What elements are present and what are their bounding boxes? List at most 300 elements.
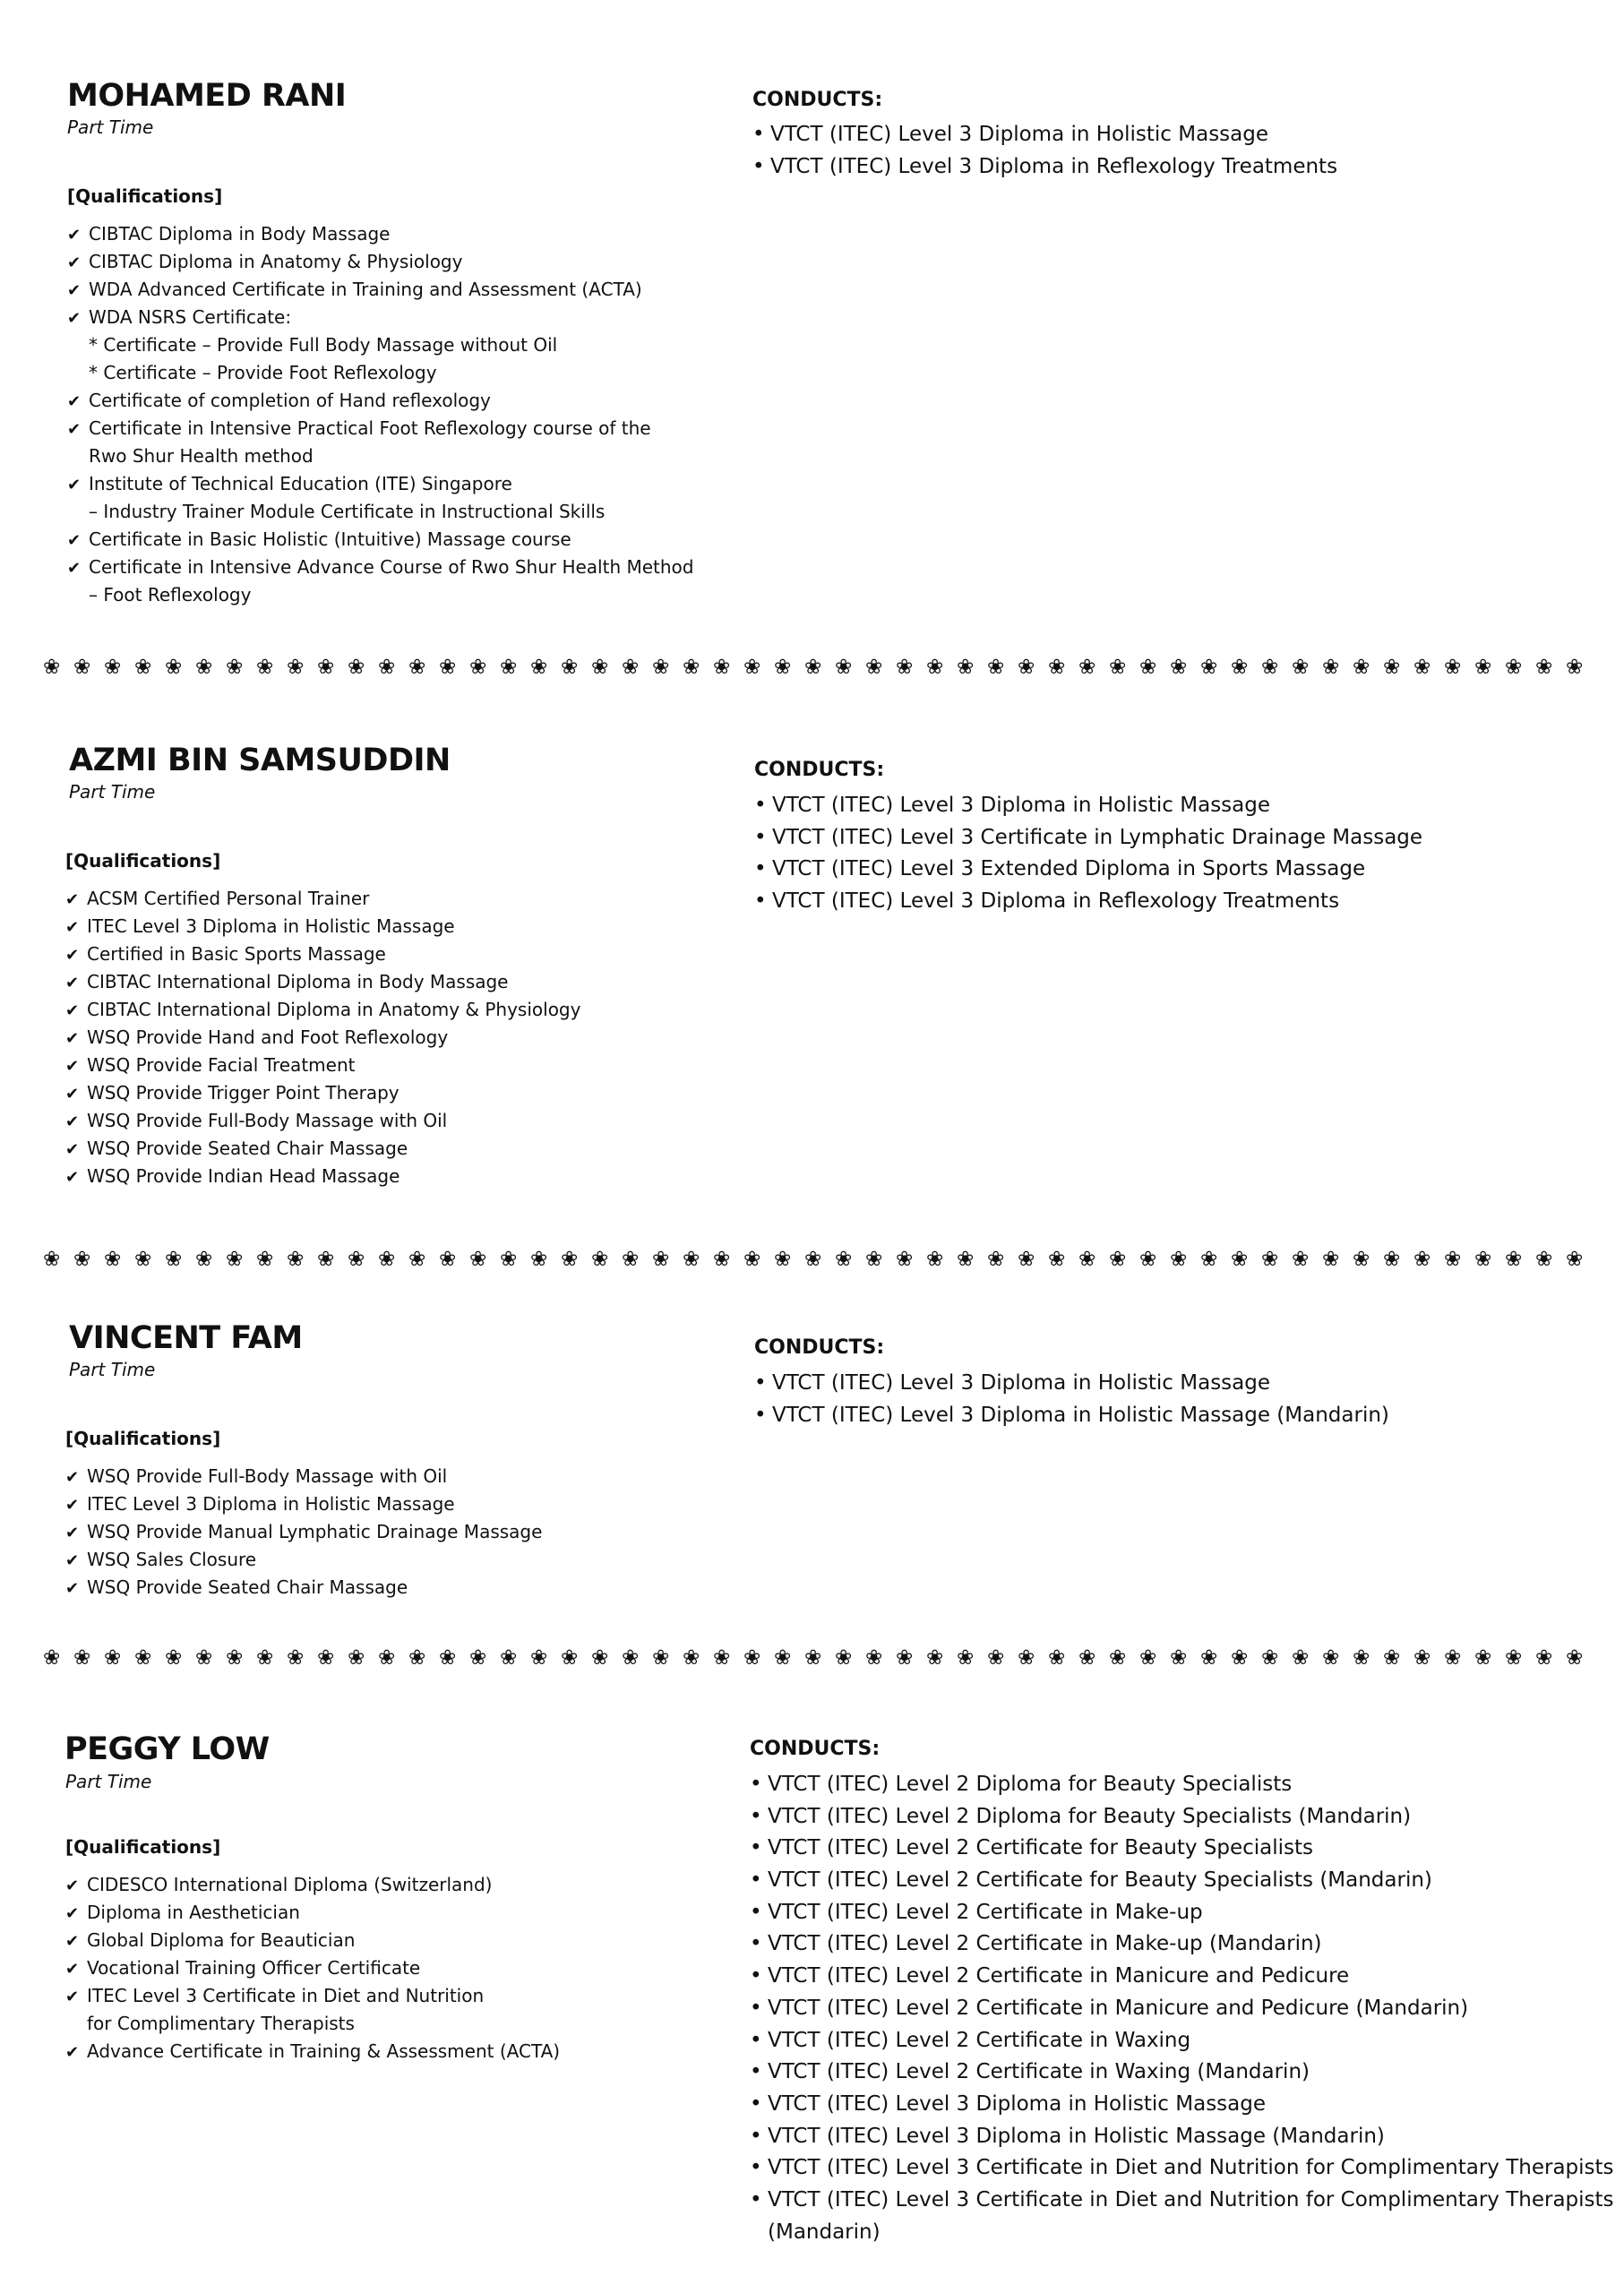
flower-icon: ❀: [804, 1248, 822, 1271]
item-text: VTCT (ITEC) Level 2 Certificate in Waxing: [768, 2028, 1191, 2052]
qualification-item: [65, 1135, 728, 1163]
flower-icon: ❀: [226, 1646, 244, 1670]
item-text: VTCT (ITEC) Level 3 Diploma in Holistic Massage: [772, 794, 1270, 817]
item-text: CIBTAC International Diploma in Body Massage: [87, 971, 509, 992]
flower-icon: ❀: [1109, 1646, 1127, 1670]
item-text: Diploma in Aesthetician: [87, 1902, 300, 1923]
conduct-item: [750, 2089, 1610, 2121]
flower-icon: ❀: [865, 1646, 883, 1670]
flower-icon: ❀: [1444, 656, 1462, 679]
flower-icon: ❀: [1505, 1248, 1523, 1271]
conduct-item: [754, 886, 1614, 918]
flower-icon: ❀: [195, 1248, 213, 1271]
flower-icon: ❀: [1322, 1646, 1340, 1670]
flower-icon: ❀: [743, 656, 761, 679]
flower-icon: ❀: [469, 1646, 487, 1670]
flower-icon: ❀: [1109, 656, 1127, 679]
qualification-item: [67, 415, 730, 442]
item-text: VTCT (ITEC) Level 3 Diploma in Holistic Massage (Mandarin): [768, 2124, 1385, 2148]
flower-icon: ❀: [591, 1248, 609, 1271]
qualification-item: [65, 913, 728, 940]
checkmark-icon: ✔: [65, 1085, 80, 1104]
flower-icon: ❀: [1535, 656, 1553, 679]
bullet-icon: •: [754, 1371, 767, 1395]
checkmark-icon: ✔: [67, 253, 82, 272]
flower-icon: ❀: [1566, 656, 1584, 679]
qualifications-list: [65, 1871, 728, 2065]
bullet-icon: •: [750, 2060, 762, 2084]
flower-icon: ❀: [743, 1646, 761, 1670]
qualification-item: [65, 1052, 728, 1079]
conduct-item: [750, 1993, 1610, 2025]
trainer-name: AZMI BIN SAMSUDDIN: [69, 743, 451, 778]
checkmark-icon: ✔: [65, 890, 80, 909]
bullet-icon: •: [752, 123, 765, 146]
flower-icon: ❀: [1474, 1248, 1492, 1271]
checkmark-icon: ✔: [65, 1932, 80, 1951]
conduct-item: [750, 1961, 1610, 1993]
item-text: CIBTAC Diploma in Body Massage: [89, 223, 391, 245]
flower-icon: ❀: [408, 656, 426, 679]
flower-icon: ❀: [774, 1646, 792, 1670]
conducts-list: [752, 119, 1612, 183]
bullet-icon: •: [750, 2028, 762, 2052]
checkmark-icon: ✔: [67, 281, 82, 300]
flower-icon: ❀: [743, 1248, 761, 1271]
flower-icon: ❀: [1292, 1248, 1310, 1271]
item-text: Rwo Shur Health method: [89, 445, 314, 467]
item-text: VTCT (ITEC) Level 2 Certificate in Make-up: [768, 1900, 1203, 1924]
flower-icon: ❀: [1444, 1646, 1462, 1670]
item-text: VTCT (ITEC) Level 2 Certificate for Beauty Specialists (Mandarin): [768, 1868, 1432, 1893]
item-text: WSQ Provide Hand and Foot Reflexology: [87, 1026, 449, 1048]
checkmark-icon: ✔: [65, 1057, 80, 1076]
flower-icon: ❀: [804, 1646, 822, 1670]
bullet-icon: •: [754, 825, 767, 849]
flower-icon: ❀: [1413, 1248, 1431, 1271]
qualification-item: [65, 2038, 728, 2065]
bullet-icon: •: [750, 1996, 762, 2020]
flower-icon: ❀: [652, 1248, 670, 1271]
item-text: WSQ Sales Closure: [87, 1549, 257, 1570]
qualifications-heading: [Qualifications]: [65, 1836, 221, 1858]
flower-icon: ❀: [1109, 1248, 1127, 1271]
qualification-item: [67, 554, 730, 581]
flower-icon: ❀: [287, 1248, 305, 1271]
qualification-item-continuation: [67, 442, 730, 470]
qualification-item: [65, 1927, 728, 1954]
flower-icon: ❀: [469, 656, 487, 679]
checkmark-icon: ✔: [65, 974, 80, 992]
conducts-heading: CONDUCTS:: [750, 1738, 881, 1760]
item-text: ITEC Level 3 Certificate in Diet and Nutrition: [87, 1985, 485, 2006]
flower-icon: ❀: [591, 1646, 609, 1670]
checkmark-icon: ✔: [65, 946, 80, 965]
flower-icon: ❀: [1200, 1646, 1218, 1670]
item-text: CIDESCO International Diploma (Switzerland): [87, 1874, 493, 1895]
checkmark-icon: ✔: [65, 1876, 80, 1895]
flower-icon: ❀: [287, 656, 305, 679]
flower-icon: ❀: [439, 1248, 457, 1271]
bullet-icon: •: [750, 1804, 762, 1828]
qualification-item: [67, 387, 730, 415]
flower-icon: ❀: [226, 1248, 244, 1271]
flower-icon: ❀: [1139, 656, 1157, 679]
flower-icon: ❀: [1505, 656, 1523, 679]
flower-icon: ❀: [835, 1248, 853, 1271]
flower-icon: ❀: [1200, 1248, 1218, 1271]
flower-icon: ❀: [1078, 656, 1096, 679]
qualification-item: [65, 885, 728, 913]
checkmark-icon: ✔: [67, 531, 82, 550]
item-text: CIBTAC Diploma in Anatomy & Physiology: [89, 251, 463, 272]
checkmark-icon: ✔: [65, 2043, 80, 2062]
item-text: (Mandarin): [768, 2220, 881, 2244]
qualification-item: [65, 1574, 728, 1602]
qualification-item: [67, 470, 730, 498]
item-text: WSQ Provide Seated Chair Massage: [87, 1576, 408, 1598]
flower-icon: ❀: [1170, 656, 1188, 679]
item-text: Institute of Technical Education (ITE) Singapore: [89, 473, 512, 494]
conduct-item: [750, 2121, 1610, 2153]
flower-icon: ❀: [1170, 1248, 1188, 1271]
flower-icon: ❀: [865, 1248, 883, 1271]
flower-icon: ❀: [195, 1646, 213, 1670]
flower-icon: ❀: [1018, 656, 1035, 679]
flower-icon: ❀: [104, 656, 122, 679]
item-text: VTCT (ITEC) Level 3 Diploma in Reflexology Treatments: [770, 154, 1338, 178]
conducts-heading: CONDUCTS:: [752, 89, 883, 111]
item-text: VTCT (ITEC) Level 3 Certificate in Diet and Nutrition for Complimentary Therapists: [768, 2156, 1614, 2180]
qualification-item: [65, 1079, 728, 1107]
flower-icon: ❀: [561, 1248, 579, 1271]
conducts-list: [754, 1368, 1614, 1431]
flower-icon: ❀: [134, 1646, 152, 1670]
flower-icon: ❀: [73, 1646, 91, 1670]
item-text: WSQ Provide Facial Treatment: [87, 1054, 356, 1076]
flower-icon: ❀: [926, 1646, 944, 1670]
qualification-item-continuation: [67, 359, 730, 387]
bullet-icon: •: [754, 857, 767, 881]
flower-icon: ❀: [957, 1248, 975, 1271]
bullet-icon: •: [750, 1773, 762, 1796]
flower-icon: ❀: [1292, 1646, 1310, 1670]
trainer-name: VINCENT FAM: [69, 1320, 303, 1356]
checkmark-icon: ✔: [65, 918, 80, 937]
conducts-list: [754, 790, 1614, 918]
flower-icon: ❀: [561, 1646, 579, 1670]
conduct-item: [750, 1769, 1610, 1801]
flower-icon: ❀: [317, 1248, 335, 1271]
qualification-item-continuation: [67, 498, 730, 526]
flower-icon: ❀: [683, 1248, 700, 1271]
qualification-item-continuation: [65, 2010, 728, 2038]
bullet-icon: •: [750, 2156, 762, 2180]
flower-icon: ❀: [1413, 1646, 1431, 1670]
item-text: WSQ Provide Trigger Point Therapy: [87, 1082, 400, 1104]
qualifications-heading: [Qualifications]: [65, 850, 221, 872]
item-text: ACSM Certified Personal Trainer: [87, 888, 370, 909]
flower-icon: ❀: [408, 1646, 426, 1670]
qualification-item: [65, 1871, 728, 1899]
flower-icon: ❀: [317, 1646, 335, 1670]
item-text: VTCT (ITEC) Level 2 Certificate in Manicure and Pedicure: [768, 1964, 1350, 1988]
flower-icon: ❀: [835, 1646, 853, 1670]
checkmark-icon: ✔: [67, 226, 82, 245]
flower-icon: ❀: [165, 656, 183, 679]
qualifications-list: [67, 220, 730, 609]
checkmark-icon: ✔: [67, 559, 82, 578]
item-text: Global Diploma for Beautician: [87, 1929, 356, 1951]
item-text: VTCT (ITEC) Level 3 Diploma in Holistic Massage: [768, 2091, 1266, 2116]
item-text: CIBTAC International Diploma in Anatomy & Physiology: [87, 999, 581, 1020]
qualifications-list: [65, 885, 728, 1190]
item-text: VTCT (ITEC) Level 2 Diploma for Beauty Specialists: [768, 1773, 1293, 1796]
bullet-icon: •: [754, 1403, 767, 1427]
flower-icon: ❀: [1383, 1646, 1401, 1670]
flower-icon: ❀: [43, 1248, 61, 1271]
item-text: ITEC Level 3 Diploma in Holistic Massage: [87, 1493, 455, 1515]
conduct-item: [752, 119, 1612, 151]
checkmark-icon: ✔: [65, 1551, 80, 1570]
qualification-item: [65, 1490, 728, 1518]
item-text: Vocational Training Officer Certificate: [87, 1957, 421, 1979]
flower-icon: ❀: [1078, 1248, 1096, 1271]
flower-icon: ❀: [1383, 656, 1401, 679]
flower-icon: ❀: [439, 1646, 457, 1670]
flower-icon: ❀: [1231, 656, 1249, 679]
bullet-icon: •: [754, 889, 767, 914]
flower-icon: ❀: [1292, 656, 1310, 679]
qualification-item: [65, 1107, 728, 1135]
trainer-role: Part Time: [69, 1359, 156, 1380]
bullet-icon: •: [750, 2091, 762, 2116]
item-text: WSQ Provide Indian Head Massage: [87, 1165, 400, 1187]
bullet-icon: •: [752, 154, 765, 178]
flower-icon: ❀: [1383, 1248, 1401, 1271]
flower-icon: ❀: [104, 1248, 122, 1271]
flower-icon: ❀: [713, 1248, 731, 1271]
checkmark-icon: ✔: [65, 1029, 80, 1048]
item-text: Advance Certificate in Training & Assessment (ACTA): [87, 2040, 561, 2062]
flower-icon: ❀: [1474, 656, 1492, 679]
item-text: – Foot Reflexology: [89, 584, 252, 605]
flower-icon: ❀: [348, 1248, 365, 1271]
item-text: – Industry Trainer Module Certificate in Instructional Skills: [89, 501, 606, 522]
checkmark-icon: ✔: [65, 1112, 80, 1131]
flower-icon: ❀: [896, 1646, 914, 1670]
checkmark-icon: ✔: [65, 1579, 80, 1598]
flower-icon: ❀: [165, 1646, 183, 1670]
checkmark-icon: ✔: [65, 1468, 80, 1487]
flower-icon: ❀: [43, 656, 61, 679]
flower-icon: ❀: [1048, 656, 1066, 679]
flower-icon: ❀: [1261, 1646, 1279, 1670]
flower-icon: ❀: [256, 656, 274, 679]
flower-icon: ❀: [1048, 1646, 1066, 1670]
flower-icon: ❀: [1139, 1248, 1157, 1271]
conduct-item: [754, 1400, 1614, 1432]
item-text: VTCT (ITEC) Level 2 Certificate for Beauty Specialists: [768, 1836, 1314, 1860]
qualification-item: [65, 1899, 728, 1927]
flower-icon: ❀: [256, 1248, 274, 1271]
flower-icon: ❀: [134, 656, 152, 679]
item-text: WDA NSRS Certificate:: [89, 306, 292, 328]
flower-icon: ❀: [530, 1646, 548, 1670]
flower-icon: ❀: [1231, 1646, 1249, 1670]
flower-icon: ❀: [1200, 656, 1218, 679]
checkmark-icon: ✔: [65, 1168, 80, 1187]
qualification-item: [67, 276, 730, 304]
flower-icon: ❀: [73, 1248, 91, 1271]
flower-icon: ❀: [378, 1646, 396, 1670]
flower-icon: ❀: [1048, 1248, 1066, 1271]
flower-divider: [43, 654, 1584, 681]
item-text: Certificate of completion of Hand reflexology: [89, 390, 491, 411]
item-text: WSQ Provide Manual Lymphatic Drainage Massage: [87, 1521, 543, 1542]
item-text: Certificate in Intensive Practical Foot Reflexology course of the: [89, 417, 651, 439]
flower-divider: [43, 1645, 1584, 1671]
flower-icon: ❀: [683, 1646, 700, 1670]
qualification-item: [65, 1518, 728, 1546]
flower-icon: ❀: [1413, 656, 1431, 679]
flower-icon: ❀: [530, 1248, 548, 1271]
conducts-heading: CONDUCTS:: [754, 1336, 885, 1359]
qualification-item-continuation: [67, 581, 730, 609]
flower-icon: ❀: [104, 1646, 122, 1670]
item-text: VTCT (ITEC) Level 3 Diploma in Holistic Massage: [770, 123, 1268, 146]
qualifications-heading: [Qualifications]: [67, 185, 223, 207]
item-text: VTCT (ITEC) Level 3 Diploma in Reflexology Treatments: [772, 889, 1340, 914]
conduct-item: [752, 151, 1612, 184]
flower-icon: ❀: [408, 1248, 426, 1271]
conduct-item: [750, 2057, 1610, 2089]
flower-icon: ❀: [835, 656, 853, 679]
item-text: VTCT (ITEC) Level 3 Diploma in Holistic Massage (Mandarin): [772, 1403, 1389, 1427]
flower-icon: ❀: [1231, 1248, 1249, 1271]
flower-icon: ❀: [957, 656, 975, 679]
flower-icon: ❀: [1170, 1646, 1188, 1670]
flower-icon: ❀: [348, 1646, 365, 1670]
item-text: WSQ Provide Seated Chair Massage: [87, 1138, 408, 1159]
flower-icon: ❀: [378, 656, 396, 679]
flower-icon: ❀: [865, 656, 883, 679]
flower-icon: ❀: [1322, 1248, 1340, 1271]
flower-icon: ❀: [226, 656, 244, 679]
flower-icon: ❀: [317, 656, 335, 679]
checkmark-icon: ✔: [65, 1496, 80, 1515]
qualification-item: [65, 1954, 728, 1982]
item-text: VTCT (ITEC) Level 3 Certificate in Diet and Nutrition for Complimentary Therapists: [768, 2187, 1614, 2211]
flower-icon: ❀: [1353, 1646, 1371, 1670]
conduct-item: [750, 2025, 1610, 2057]
flower-icon: ❀: [774, 1248, 792, 1271]
conducts-heading: CONDUCTS:: [754, 759, 885, 781]
trainer-name: PEGGY LOW: [64, 1731, 270, 1767]
flower-icon: ❀: [1018, 1248, 1035, 1271]
flower-icon: ❀: [1261, 656, 1279, 679]
flower-icon: ❀: [1474, 1646, 1492, 1670]
bullet-icon: •: [750, 2187, 762, 2211]
flower-icon: ❀: [1078, 1646, 1096, 1670]
flower-icon: ❀: [73, 656, 91, 679]
conduct-item: [754, 1368, 1614, 1400]
conduct-item: [750, 1865, 1610, 1897]
flower-icon: ❀: [622, 1248, 640, 1271]
qualification-item: [65, 1024, 728, 1052]
qualification-item: [67, 304, 730, 331]
bullet-icon: •: [750, 1900, 762, 1924]
flower-icon: ❀: [987, 1248, 1005, 1271]
item-text: VTCT (ITEC) Level 3 Diploma in Holistic Massage: [772, 1371, 1270, 1395]
checkmark-icon: ✔: [67, 420, 82, 439]
flower-icon: ❀: [530, 656, 548, 679]
conduct-item: [750, 2152, 1614, 2185]
flower-icon: ❀: [134, 1248, 152, 1271]
qualification-item: [67, 220, 730, 248]
flower-icon: ❀: [652, 1646, 670, 1670]
qualifications-heading: [Qualifications]: [65, 1428, 221, 1449]
conduct-item: [750, 1801, 1610, 1834]
item-text: VTCT (ITEC) Level 2 Diploma for Beauty Specialists (Mandarin): [768, 1804, 1412, 1828]
checkmark-icon: ✔: [67, 476, 82, 494]
item-text: Certified in Basic Sports Massage: [87, 943, 386, 965]
qualification-item: [65, 940, 728, 968]
item-text: VTCT (ITEC) Level 2 Certificate in Manicure and Pedicure (Mandarin): [768, 1996, 1469, 2020]
item-text: Certificate in Intensive Advance Course of Rwo Shur Health Method: [89, 556, 694, 578]
item-text: * Certificate – Provide Foot Reflexology: [89, 362, 437, 383]
flower-icon: ❀: [439, 656, 457, 679]
checkmark-icon: ✔: [65, 1988, 80, 2006]
qualification-item: [67, 248, 730, 276]
checkmark-icon: ✔: [65, 1524, 80, 1542]
flower-icon: ❀: [804, 656, 822, 679]
flower-icon: ❀: [1261, 1248, 1279, 1271]
conduct-item: [754, 854, 1614, 886]
conduct-item: [750, 2185, 1614, 2217]
conduct-item: [754, 790, 1614, 822]
conduct-item-continuation: [750, 2217, 1610, 2249]
flower-icon: ❀: [561, 656, 579, 679]
flower-icon: ❀: [165, 1248, 183, 1271]
flower-icon: ❀: [378, 1248, 396, 1271]
flower-icon: ❀: [256, 1646, 274, 1670]
flower-icon: ❀: [195, 656, 213, 679]
flower-icon: ❀: [896, 656, 914, 679]
flower-icon: ❀: [926, 656, 944, 679]
flower-icon: ❀: [987, 656, 1005, 679]
flower-icon: ❀: [1566, 1646, 1584, 1670]
flower-icon: ❀: [1535, 1646, 1553, 1670]
flower-icon: ❀: [683, 656, 700, 679]
flower-divider: [43, 1246, 1584, 1273]
bullet-icon: •: [750, 1868, 762, 1893]
item-text: VTCT (ITEC) Level 3 Extended Diploma in Sports Massage: [772, 857, 1366, 881]
flower-icon: ❀: [1353, 656, 1371, 679]
item-text: ITEC Level 3 Diploma in Holistic Massage: [87, 915, 455, 937]
flower-icon: ❀: [348, 656, 365, 679]
flower-icon: ❀: [43, 1646, 61, 1670]
flower-icon: ❀: [957, 1646, 975, 1670]
bullet-icon: •: [750, 1964, 762, 1988]
checkmark-icon: ✔: [65, 1140, 80, 1159]
flower-icon: ❀: [987, 1646, 1005, 1670]
item-text: for Complimentary Therapists: [87, 2013, 355, 2034]
flower-icon: ❀: [287, 1646, 305, 1670]
conduct-item: [750, 1833, 1610, 1865]
flower-icon: ❀: [500, 1248, 518, 1271]
qualifications-list: [65, 1463, 728, 1602]
